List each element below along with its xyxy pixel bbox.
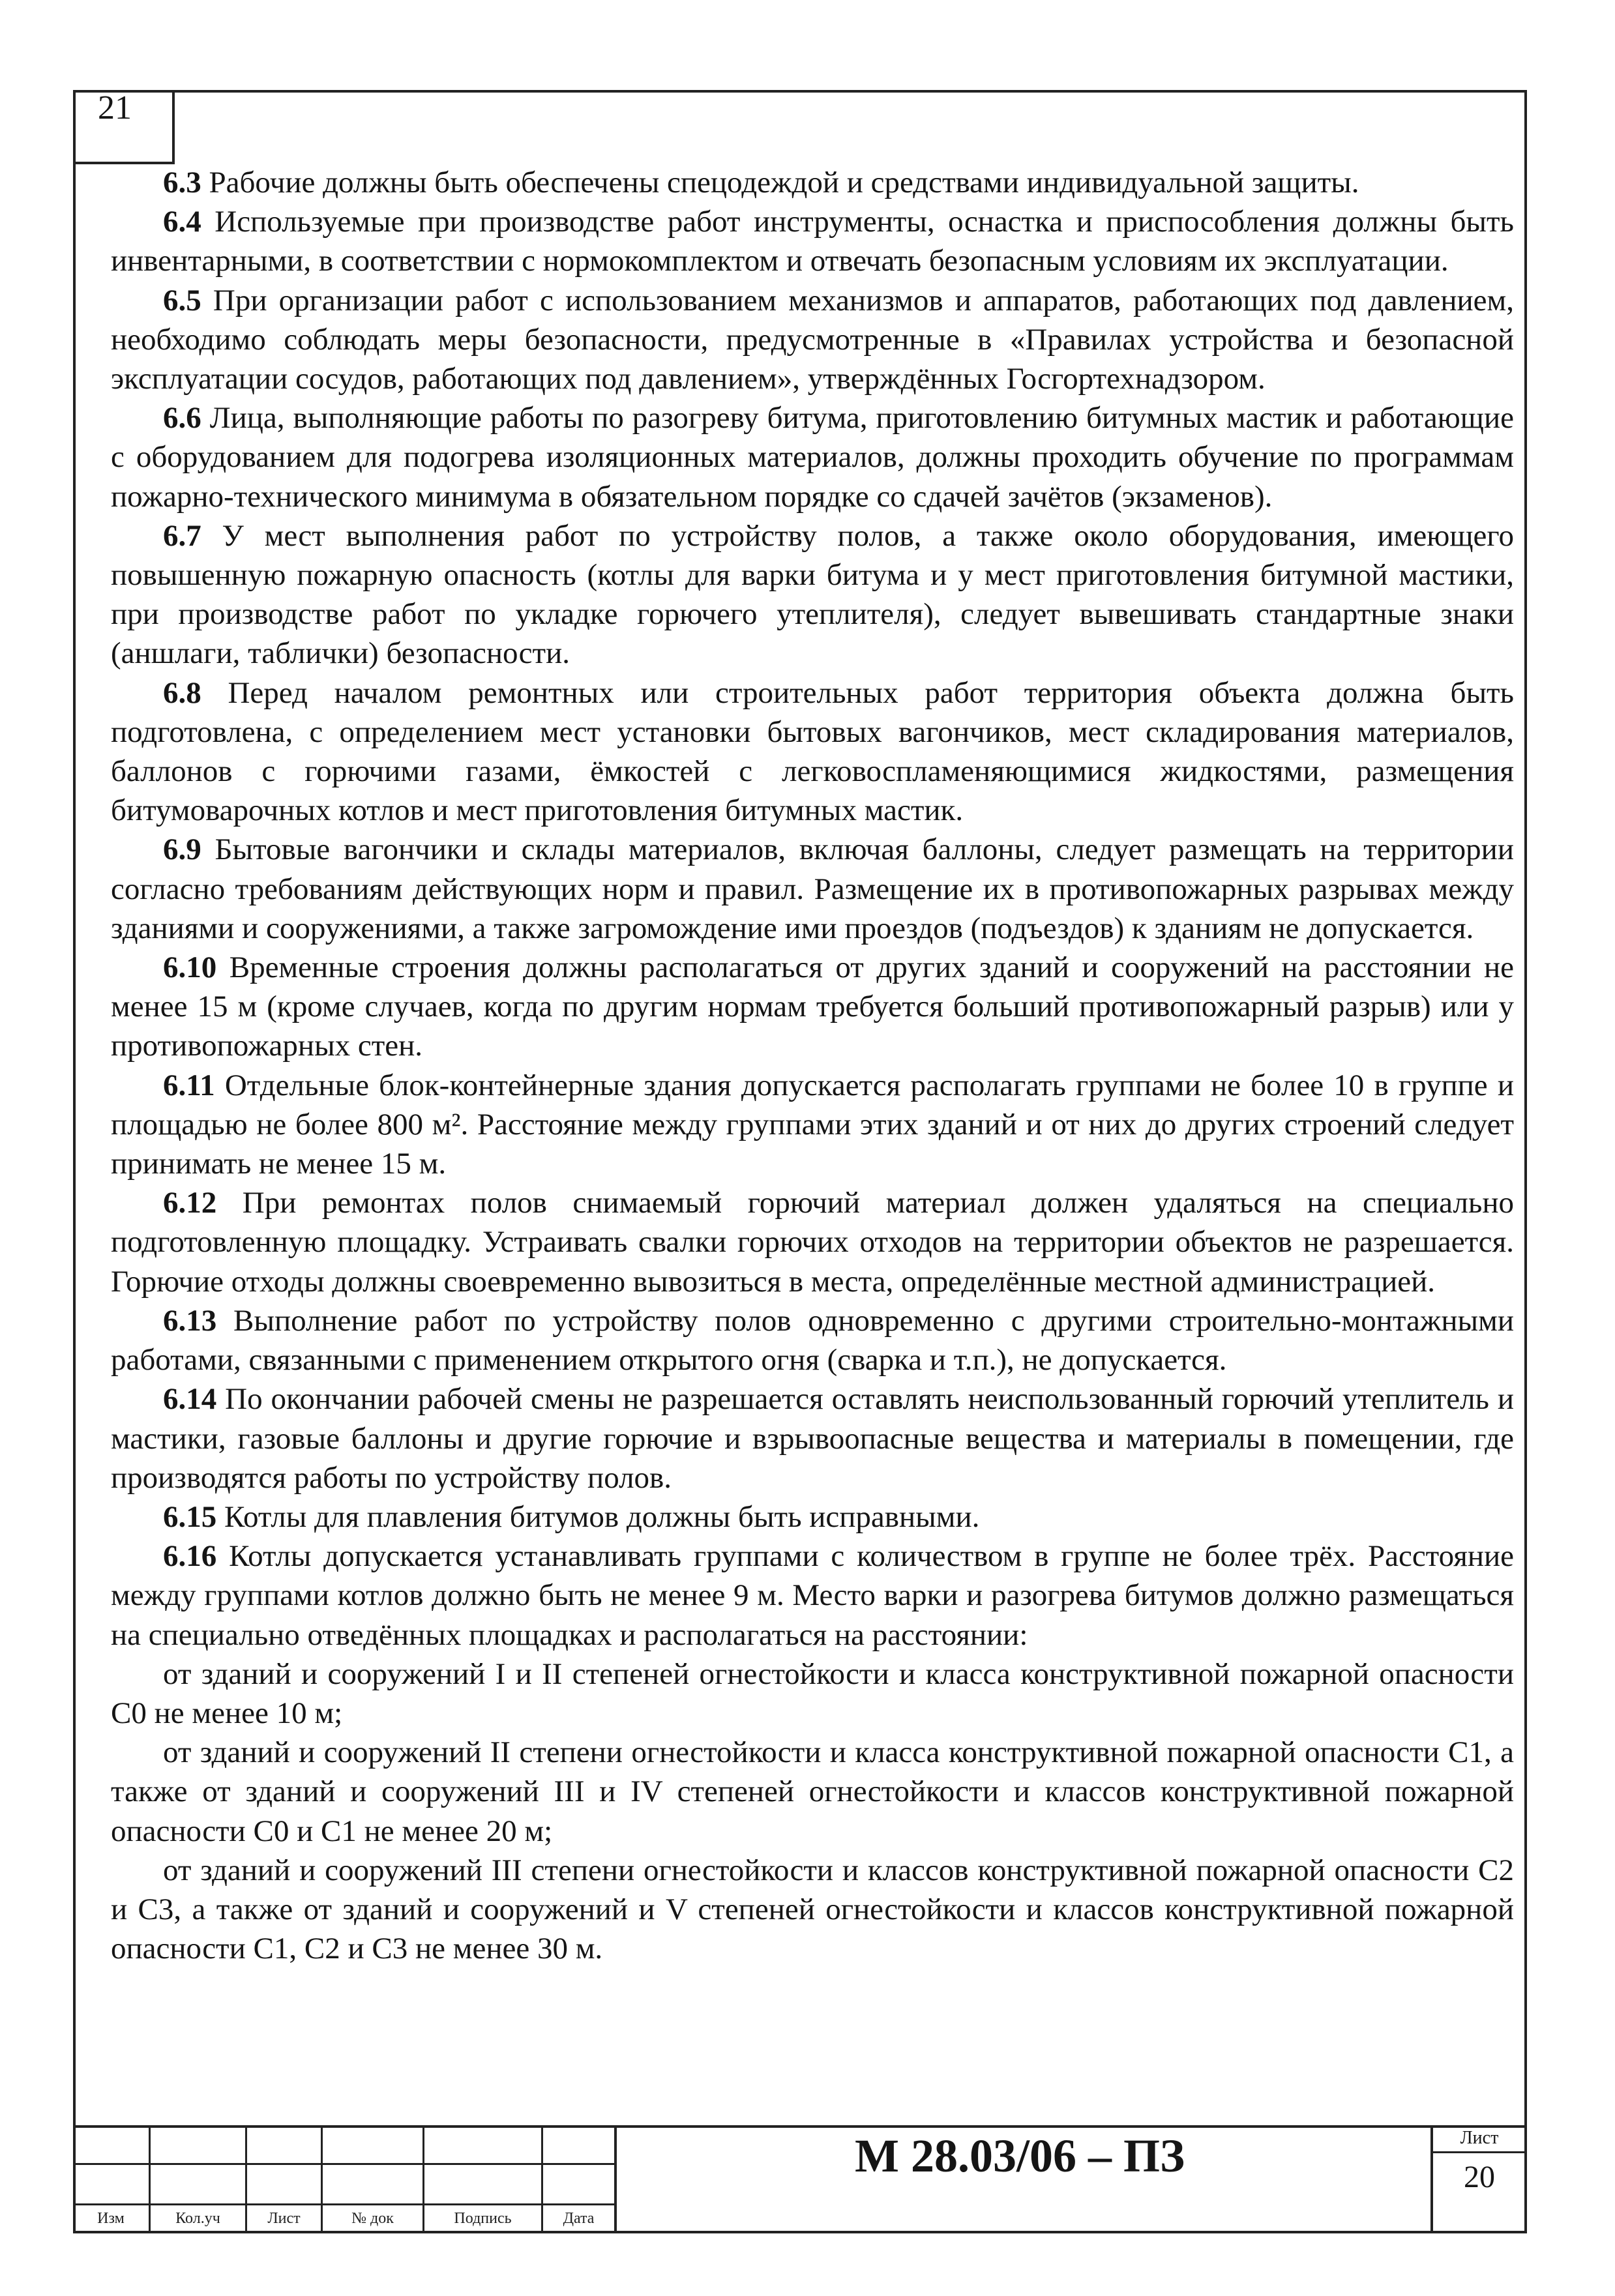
- paragraph-text: от зданий и сооружений I и II степеней огнестойкости и класса конструктивной пожарной опасности С0 не менее 10 м;: [111, 1656, 1514, 1730]
- paragraph-text: Рабочие должны быть обеспечены спецодеждой и средствами индивидуальной защиты.: [201, 166, 1359, 199]
- stamp-label-change: Изм: [97, 2210, 125, 2227]
- paragraph-number: 6.8: [163, 675, 201, 710]
- paragraph: [111, 1497, 1514, 1537]
- stamp-label-signature: Подпись: [454, 2210, 512, 2227]
- distance-item: [111, 1851, 1514, 1969]
- paragraph: [111, 516, 1514, 673]
- paragraph-number: 6.6: [163, 401, 201, 435]
- paragraph-number: 6.16: [163, 1539, 217, 1574]
- paragraph-number: 6.15: [163, 1499, 217, 1534]
- paragraph-text: При ремонтах полов снимаемый горючий материал должен удаляться на специально подготовленную площадку. Устраивать свалки горючих отходов на территории объектов не разрешается. Горючие отходы должны своевременно вывозиться в места, определённые местной администрацией.: [111, 1186, 1514, 1299]
- paragraph: [111, 398, 1514, 516]
- paragraph-text: По окончании рабочей смены не разрешается оставлять неиспользованный горючий утеплитель и мастики, газовые баллоны и другие горючие и взрывоопасные вещества и материалы в помещении, где производятся работы по устройству полов.: [111, 1382, 1514, 1495]
- paragraph-number: 6.4: [163, 205, 201, 239]
- stamp-row-line: [73, 2203, 615, 2205]
- paragraph-text: Отдельные блок-контейнерные здания допускается располагать группами не более 10 в группе и площадью не более 800 м². Расстояние между группами этих зданий и от них до других строений следует принимать не менее 15 м.: [111, 1068, 1514, 1181]
- sheet-number: 20: [1464, 2160, 1495, 2194]
- paragraph-text: от зданий и сооружений II степени огнестойкости и класса конструктивной пожарной опасности С1, а также от зданий и сооружений III и IV степеней огнестойкости и классов конструктивной пожарной опасности С0 и С1 не менее 20 м;: [111, 1735, 1514, 1848]
- paragraph-text: Бытовые вагончики и склады материалов, включая баллоны, следует размещать на территории согласно требованиям действующих норм и правил. Размещение их в противопожарных разрывах между зданиями и сооружениями, а также загромождение ими проездов (подъездов) к зданиям не допускается.: [111, 832, 1514, 945]
- paragraph-text: Временные строения должны располагаться от других зданий и сооружений на расстоянии не менее 15 м (кроме случаев, когда по другим нормам требуется больший противопожарный разрыв) или у противопожарных стен.: [111, 950, 1514, 1063]
- paragraph-number: 6.9: [163, 832, 201, 867]
- paragraph-number: 6.14: [163, 1382, 217, 1417]
- paragraph: [111, 1301, 1514, 1379]
- paragraph: [111, 1066, 1514, 1184]
- corner-number: 21: [98, 89, 132, 126]
- paragraph-number: 6.12: [163, 1186, 217, 1220]
- sheet-label: Лист: [1460, 2128, 1499, 2148]
- paragraph-text: Используемые при производстве работ инструменты, оснастка и приспособления должны быть инвентарными, в соответствии с нормокомплектом и отвечать безопасным условиям их эксплуатации.: [111, 205, 1514, 278]
- paragraph: [111, 948, 1514, 1066]
- paragraph-text: У мест выполнения работ по устройству полов, а также около оборудования, имеющего повышенную пожарную опасность (котлы для варки битума и у мест приготовления битумной мастики, при производстве работ по укладке горючего утеплителя), следует вывешивать стандартные знаки (аншлаги, таблички) безопасности.: [111, 518, 1514, 671]
- distance-item: [111, 1655, 1514, 1733]
- paragraph: [111, 673, 1514, 831]
- paragraph-number: 6.13: [163, 1303, 217, 1338]
- paragraph-number: 6.7: [163, 518, 201, 553]
- paragraph: [111, 1183, 1514, 1301]
- paragraph: [111, 830, 1514, 948]
- paragraph: [111, 1537, 1514, 1655]
- paragraph-text: от зданий и сооружений III степени огнестойкости и классов конструктивной пожарной опасности С2 и С3, а также от зданий и сооружений и V степеней огнестойкости и классов конструктивной пожарной опасности С1, С2 и С3 не менее 30 м.: [111, 1853, 1514, 1966]
- paragraph: [111, 163, 1514, 202]
- paragraph-text: При организации работ с использованием механизмов и аппаратов, работающих под давлением, необходимо соблюдать меры безопасности, предусмотренные в «Правилах устройства и безопасной эксплуатации сосудов, работающих под давлением», утверждённых Госгортехнадзором.: [111, 283, 1514, 396]
- paragraph-number: 6.11: [163, 1068, 215, 1102]
- stamp-label-doc: № док: [351, 2210, 394, 2227]
- paragraph-number: 6.10: [163, 950, 217, 985]
- paragraph: [111, 202, 1514, 280]
- paragraph: [111, 281, 1514, 399]
- document-body: [111, 163, 1514, 1968]
- paragraph-text: Котлы для плавления битумов должны быть исправными.: [216, 1499, 980, 1534]
- paragraph-number: 6.3: [163, 166, 201, 199]
- stamp-row-line: [73, 2163, 615, 2165]
- stamp-label-sheet: Лист: [267, 2210, 301, 2227]
- paragraph: [111, 1379, 1514, 1497]
- paragraph-number: 6.5: [163, 283, 201, 317]
- paragraph-text: Выполнение работ по устройству полов одновременно с другими строительно-монтажными работами, связанными с применением открытого огня (сварка и т.п.), не допускается.: [111, 1303, 1514, 1377]
- document-code: М 28.03/06 – ПЗ: [855, 2130, 1185, 2182]
- sheet-box-line: [1432, 2151, 1527, 2153]
- paragraph-text: Котлы допускается устанавливать группами с количеством в группе не более трёх. Расстояние между группами котлов должно быть не менее 9 м. Место варки и разогрева битумов должно размещаться на специально отведённых площадках и располагаться на расстоянии:: [111, 1539, 1514, 1652]
- paragraph-text: Перед началом ремонтных или строительных работ территория объекта должна быть подготовлена, с определением мест установки бытовых вагончиков, мест складирования материалов, баллонов с горючими газами, ёмкостей с легковоспламеняющимися жидкостями, размещения битумоварочных котлов и мест приготовления битумных мастик.: [111, 675, 1514, 828]
- stamp-label-count: Кол.уч: [175, 2210, 220, 2227]
- stamp-label-date: Дата: [563, 2210, 595, 2227]
- paragraph-text: Лица, выполняющие работы по разогреву битума, приготовлению битумных мастик и работающие с оборудованием для подогрева изоляционных материалов, должны проходить обучение по программам пожарно-технического минимума в обязательном порядке со сдачей зачётов (экзаменов).: [111, 401, 1514, 514]
- distance-item: [111, 1733, 1514, 1851]
